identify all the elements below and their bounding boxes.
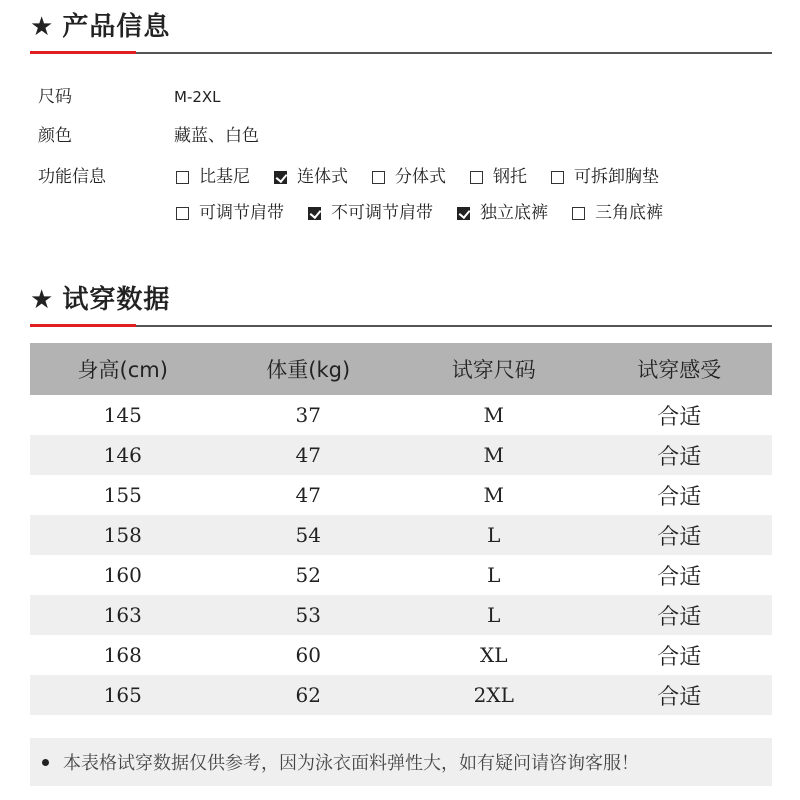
cell-feel: 合适 [587, 395, 773, 435]
star-icon: ★ [30, 12, 55, 42]
cell-feel: 合适 [587, 595, 773, 635]
cell-height: 160 [30, 555, 216, 595]
trial-section-title-text: 试穿数据 [62, 285, 171, 315]
feature-option [176, 201, 284, 225]
cell-height: 168 [30, 635, 216, 675]
table-row [30, 675, 772, 715]
cell-weight: 47 [216, 435, 402, 475]
feature-label: 可拆卸胸垫 [574, 167, 659, 187]
cell-size: M [401, 475, 587, 515]
cell-size: L [401, 555, 587, 595]
feature-option [470, 165, 527, 189]
checkbox-icon [176, 207, 189, 220]
table-row [30, 475, 772, 515]
product-section-title-text: 产品信息 [62, 12, 171, 42]
cell-feel: 合适 [587, 635, 773, 675]
cell-weight: 53 [216, 595, 402, 635]
cell-size: M [401, 395, 587, 435]
disclaimer-note [30, 738, 772, 786]
header-size: 试穿尺码 [401, 343, 587, 395]
table-row [30, 515, 772, 555]
cell-size: M [401, 435, 587, 475]
cell-weight: 47 [216, 475, 402, 515]
size-label: 尺码 [38, 87, 72, 107]
feature-option [457, 201, 548, 225]
product-section-title [30, 10, 772, 44]
features-label: 功能信息 [38, 167, 106, 187]
cell-weight: 60 [216, 635, 402, 675]
section-accent-bar [30, 51, 136, 54]
feature-option [572, 201, 663, 225]
cell-feel: 合适 [587, 675, 773, 715]
header-feel: 试穿感受 [587, 343, 773, 395]
feature-label: 钢托 [493, 167, 527, 187]
feature-label: 比基尼 [199, 167, 250, 187]
feature-label: 可调节肩带 [199, 203, 284, 223]
cell-size: 2XL [401, 675, 587, 715]
size-value: M-2XL [174, 88, 221, 106]
cell-size: L [401, 595, 587, 635]
checkbox-checked-icon [457, 207, 470, 220]
table-row [30, 555, 772, 595]
checkbox-icon [176, 171, 189, 184]
table-row [30, 395, 772, 435]
color-label: 颜色 [38, 126, 72, 146]
feature-option [551, 165, 659, 189]
trial-section-title [30, 283, 772, 317]
cell-weight: 37 [216, 395, 402, 435]
section-divider [30, 52, 772, 54]
feature-option [274, 165, 348, 189]
cell-feel: 合适 [587, 555, 773, 595]
star-icon: ★ [30, 285, 55, 315]
table-row [30, 635, 772, 675]
cell-height: 145 [30, 395, 216, 435]
trial-data-table [30, 343, 772, 715]
checkbox-checked-icon [308, 207, 321, 220]
cell-height: 163 [30, 595, 216, 635]
cell-height: 165 [30, 675, 216, 715]
feature-label: 连体式 [297, 167, 348, 187]
feature-label: 不可调节肩带 [331, 203, 433, 223]
header-weight: 体重(kg) [216, 343, 402, 395]
feature-option [372, 165, 446, 189]
checkbox-icon [572, 207, 585, 220]
table-row [30, 435, 772, 475]
feature-label: 三角底裤 [595, 203, 663, 223]
cell-height: 158 [30, 515, 216, 555]
cell-feel: 合适 [587, 435, 773, 475]
feature-label: 独立底裤 [480, 203, 548, 223]
feature-option [176, 165, 250, 189]
checkbox-checked-icon [274, 171, 287, 184]
cell-size: XL [401, 635, 587, 675]
cell-weight: 52 [216, 555, 402, 595]
section-divider [30, 325, 772, 327]
cell-height: 146 [30, 435, 216, 475]
table-header-row [30, 343, 772, 395]
checkbox-icon [372, 171, 385, 184]
product-section-header [30, 10, 772, 56]
cell-feel: 合适 [587, 475, 773, 515]
cell-size: L [401, 515, 587, 555]
feature-label: 分体式 [395, 167, 446, 187]
checkbox-icon [551, 171, 564, 184]
bullet-icon [42, 759, 49, 766]
cell-height: 155 [30, 475, 216, 515]
trial-section-header [30, 283, 772, 329]
section-accent-bar [30, 324, 136, 327]
cell-feel: 合适 [587, 515, 773, 555]
table-row [30, 595, 772, 635]
color-value: 藏蓝、白色 [174, 126, 259, 146]
header-height: 身高(cm) [30, 343, 216, 395]
cell-weight: 62 [216, 675, 402, 715]
features-line-1 [176, 165, 659, 189]
checkbox-icon [470, 171, 483, 184]
cell-weight: 54 [216, 515, 402, 555]
feature-option [308, 201, 433, 225]
features-line-2 [176, 201, 663, 225]
disclaimer-text: 本表格试穿数据仅供参考，因为泳衣面料弹性大，如有疑问请咨询客服！ [63, 753, 639, 774]
